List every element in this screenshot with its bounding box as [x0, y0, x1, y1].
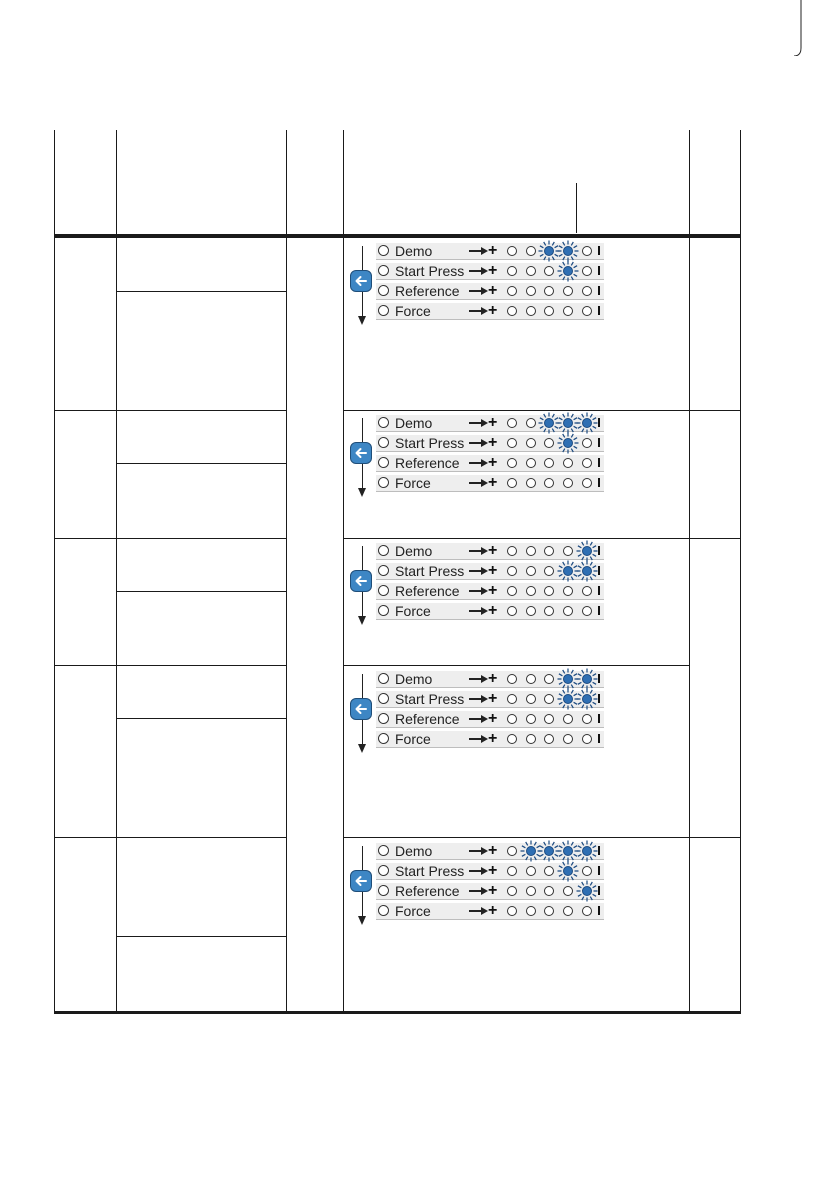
row-divider — [376, 619, 604, 620]
menu-row[interactable] — [376, 842, 606, 860]
menu-row[interactable] — [376, 414, 606, 432]
menu-row[interactable] — [376, 582, 606, 600]
led-on — [563, 438, 573, 448]
menu-row[interactable] — [376, 690, 606, 708]
radio-button[interactable] — [378, 885, 389, 896]
radio-button[interactable] — [378, 245, 389, 256]
menu-row[interactable] — [376, 262, 606, 280]
pointer-arrow-icon — [481, 867, 488, 875]
led-off — [563, 306, 573, 316]
radio-button[interactable] — [378, 733, 389, 744]
plus-icon: + — [488, 690, 498, 707]
row-separator — [54, 538, 287, 539]
led-off — [563, 714, 573, 724]
led-off — [507, 734, 517, 744]
back-button[interactable] — [350, 698, 372, 720]
led-on — [582, 566, 592, 576]
radio-button[interactable] — [378, 605, 389, 616]
led-off — [507, 246, 517, 256]
led-off — [526, 586, 536, 596]
pointer-arrow-icon — [481, 607, 488, 615]
row-label: Start Press — [395, 691, 465, 707]
col-line-5 — [689, 130, 690, 1014]
plus-icon: + — [488, 862, 498, 879]
minus-icon — [598, 458, 600, 467]
row-divider — [376, 319, 604, 320]
plus-icon: + — [488, 434, 498, 451]
led-off — [544, 606, 554, 616]
minus-icon — [598, 266, 600, 275]
minus-icon — [598, 286, 600, 295]
led-on — [563, 266, 573, 276]
led-off — [507, 266, 517, 276]
plus-icon: + — [488, 670, 498, 687]
radio-button[interactable] — [378, 305, 389, 316]
minus-icon — [598, 246, 600, 255]
led-off — [526, 734, 536, 744]
menu-row[interactable] — [376, 242, 606, 260]
subrow-separator — [116, 463, 287, 464]
radio-button[interactable] — [378, 565, 389, 576]
minus-icon — [598, 418, 600, 427]
radio-button[interactable] — [378, 845, 389, 856]
led-off — [582, 906, 592, 916]
led-off — [544, 866, 554, 876]
plus-icon: + — [488, 842, 498, 859]
led-on — [582, 846, 592, 856]
led-off — [526, 606, 536, 616]
led-off — [526, 306, 536, 316]
led-off — [507, 714, 517, 724]
plus-icon: + — [488, 414, 498, 431]
row-label: Demo — [395, 243, 433, 259]
led-off — [563, 606, 573, 616]
led-off — [582, 438, 592, 448]
plus-icon: + — [488, 882, 498, 899]
pointer-arrow-icon — [481, 439, 488, 447]
radio-button[interactable] — [378, 477, 389, 488]
pointer-arrow-icon — [481, 419, 488, 427]
row-label: Reference — [395, 583, 460, 599]
led-off — [507, 866, 517, 876]
plus-icon: + — [488, 454, 498, 471]
minus-icon — [598, 566, 600, 575]
led-panel — [346, 242, 596, 324]
radio-button[interactable] — [378, 545, 389, 556]
radio-button[interactable] — [378, 673, 389, 684]
plus-icon: + — [488, 282, 498, 299]
plus-icon: + — [488, 730, 498, 747]
plus-icon: + — [488, 242, 498, 259]
led-on — [544, 418, 554, 428]
led-off — [544, 886, 554, 896]
led-panel — [346, 414, 596, 496]
plus-icon: + — [488, 262, 498, 279]
menu-row[interactable] — [376, 710, 606, 728]
pointer-arrow-icon — [481, 847, 488, 855]
led-off — [507, 906, 517, 916]
led-off — [526, 458, 536, 468]
plus-icon: + — [488, 602, 498, 619]
row-label: Demo — [395, 415, 433, 431]
down-arrow-icon — [358, 616, 366, 625]
led-off — [582, 306, 592, 316]
minus-icon — [598, 478, 600, 487]
led-off — [582, 266, 592, 276]
led-off — [544, 438, 554, 448]
minus-icon — [598, 866, 600, 875]
menu-row[interactable] — [376, 434, 606, 452]
menu-row[interactable] — [376, 282, 606, 300]
led-on — [563, 846, 573, 856]
led-off — [507, 846, 517, 856]
led-off — [507, 694, 517, 704]
minus-icon — [598, 906, 600, 915]
led-off — [544, 906, 554, 916]
led-off — [544, 458, 554, 468]
led-on — [582, 674, 592, 684]
row-separator — [343, 665, 690, 666]
led-off — [507, 546, 517, 556]
pointer-arrow-icon — [481, 547, 488, 555]
minus-icon — [598, 734, 600, 743]
led-off — [563, 886, 573, 896]
led-off — [526, 694, 536, 704]
led-off — [544, 694, 554, 704]
plus-icon: + — [488, 542, 498, 559]
row-label: Reference — [395, 711, 460, 727]
led-off — [526, 478, 536, 488]
row-label: Start Press — [395, 563, 465, 579]
menu-row[interactable] — [376, 730, 606, 748]
row-separator — [343, 410, 741, 411]
minus-icon — [598, 606, 600, 615]
led-off — [507, 306, 517, 316]
led-off — [526, 714, 536, 724]
menu-row[interactable] — [376, 602, 606, 620]
led-off — [526, 546, 536, 556]
led-on — [563, 418, 573, 428]
row-label: Start Press — [395, 435, 465, 451]
led-panel — [346, 542, 596, 624]
radio-button[interactable] — [378, 585, 389, 596]
led-on — [582, 694, 592, 704]
radio-button[interactable] — [378, 265, 389, 276]
plus-icon: + — [488, 902, 498, 919]
pointer-arrow-icon — [481, 287, 488, 295]
row-separator — [54, 837, 287, 838]
led-off — [526, 438, 536, 448]
led-off — [526, 566, 536, 576]
row-separator — [343, 837, 741, 838]
led-off — [563, 586, 573, 596]
menu-row[interactable] — [376, 542, 606, 560]
led-off — [544, 286, 554, 296]
led-off — [507, 886, 517, 896]
row-divider — [376, 727, 604, 728]
led-off — [544, 546, 554, 556]
led-off — [544, 566, 554, 576]
row-label: Reference — [395, 883, 460, 899]
plus-icon: + — [488, 474, 498, 491]
pointer-arrow-icon — [481, 907, 488, 915]
row-divider — [376, 471, 604, 472]
pointer-arrow-icon — [481, 267, 488, 275]
led-off — [507, 478, 517, 488]
row-separator — [343, 538, 741, 539]
led-on — [544, 846, 554, 856]
row-divider — [376, 899, 604, 900]
row-divider — [376, 747, 604, 748]
led-on — [582, 418, 592, 428]
led-off — [507, 458, 517, 468]
led-off — [544, 306, 554, 316]
plus-icon: + — [488, 562, 498, 579]
menu-row[interactable] — [376, 474, 606, 492]
led-off — [582, 714, 592, 724]
radio-button[interactable] — [378, 693, 389, 704]
led-on — [526, 846, 536, 856]
radio-button[interactable] — [378, 905, 389, 916]
plus-icon: + — [488, 710, 498, 727]
row-label: Force — [395, 903, 431, 919]
led-off — [526, 266, 536, 276]
menu-row[interactable] — [376, 670, 606, 688]
row-label: Force — [395, 303, 431, 319]
radio-button[interactable] — [378, 865, 389, 876]
led-on — [563, 674, 573, 684]
minus-icon — [598, 846, 600, 855]
radio-button[interactable] — [378, 437, 389, 448]
led-off — [563, 546, 573, 556]
col-line-4 — [343, 130, 344, 1014]
led-on — [563, 246, 573, 256]
back-button[interactable] — [350, 570, 372, 592]
led-off — [507, 586, 517, 596]
row-divider — [376, 299, 604, 300]
led-off — [526, 866, 536, 876]
led-off — [544, 586, 554, 596]
pointer-arrow-icon — [481, 735, 488, 743]
back-button[interactable] — [350, 270, 372, 292]
pointer-arrow-icon — [481, 567, 488, 575]
row-divider — [376, 599, 604, 600]
led-off — [582, 586, 592, 596]
row-label: Force — [395, 731, 431, 747]
led-off — [582, 866, 592, 876]
led-off — [563, 458, 573, 468]
led-off — [526, 906, 536, 916]
header-sub-divider — [576, 183, 577, 233]
led-off — [582, 246, 592, 256]
minus-icon — [598, 886, 600, 895]
minus-icon — [598, 694, 600, 703]
row-label: Force — [395, 475, 431, 491]
subrow-separator — [116, 718, 287, 719]
plus-icon: + — [488, 302, 498, 319]
pointer-arrow-icon — [481, 887, 488, 895]
row-divider — [376, 919, 604, 920]
minus-icon — [598, 674, 600, 683]
table-bottom-rule — [54, 1011, 741, 1014]
led-panel — [346, 670, 596, 752]
row-label: Demo — [395, 671, 433, 687]
crop-mark — [794, 0, 802, 56]
minus-icon — [598, 714, 600, 723]
row-label: Reference — [395, 455, 460, 471]
plus-icon: + — [488, 582, 498, 599]
minus-icon — [598, 546, 600, 555]
led-off — [582, 734, 592, 744]
back-button[interactable] — [350, 870, 372, 892]
row-label: Demo — [395, 543, 433, 559]
radio-button[interactable] — [378, 417, 389, 428]
subrow-separator — [116, 591, 287, 592]
led-off — [544, 674, 554, 684]
led-off — [507, 566, 517, 576]
led-off — [526, 246, 536, 256]
back-button[interactable] — [350, 442, 372, 464]
subrow-separator — [116, 291, 287, 292]
led-off — [563, 906, 573, 916]
row-label: Start Press — [395, 863, 465, 879]
down-arrow-icon — [358, 744, 366, 753]
led-off — [526, 886, 536, 896]
led-on — [563, 566, 573, 576]
minus-icon — [598, 586, 600, 595]
row-separator — [54, 410, 287, 411]
led-off — [526, 286, 536, 296]
led-on — [563, 866, 573, 876]
led-off — [544, 734, 554, 744]
led-off — [507, 438, 517, 448]
led-off — [563, 478, 573, 488]
led-on — [563, 694, 573, 704]
led-off — [507, 606, 517, 616]
menu-row[interactable] — [376, 862, 606, 880]
pointer-arrow-icon — [481, 587, 488, 595]
menu-row[interactable] — [376, 562, 606, 580]
led-off — [526, 674, 536, 684]
minus-icon — [598, 306, 600, 315]
row-label: Demo — [395, 843, 433, 859]
menu-row[interactable] — [376, 902, 606, 920]
radio-button[interactable] — [378, 713, 389, 724]
col-line-1 — [54, 130, 55, 1014]
down-arrow-icon — [358, 316, 366, 325]
led-off — [544, 266, 554, 276]
led-off — [544, 714, 554, 724]
led-on — [544, 246, 554, 256]
led-off — [582, 286, 592, 296]
led-off — [507, 418, 517, 428]
led-off — [507, 674, 517, 684]
pointer-arrow-icon — [481, 307, 488, 315]
led-off — [544, 478, 554, 488]
row-label: Start Press — [395, 263, 465, 279]
led-on — [582, 546, 592, 556]
row-label: Force — [395, 603, 431, 619]
led-off — [563, 286, 573, 296]
pointer-arrow-icon — [481, 459, 488, 467]
down-arrow-icon — [358, 916, 366, 925]
header-bottom-rule — [54, 234, 741, 238]
row-separator — [54, 665, 287, 666]
radio-button[interactable] — [378, 285, 389, 296]
led-off — [582, 478, 592, 488]
led-off — [526, 418, 536, 428]
led-off — [563, 734, 573, 744]
radio-button[interactable] — [378, 457, 389, 468]
pointer-arrow-icon — [481, 715, 488, 723]
row-label: Reference — [395, 283, 460, 299]
menu-row[interactable] — [376, 454, 606, 472]
led-panel — [346, 842, 596, 924]
pointer-arrow-icon — [481, 479, 488, 487]
menu-row[interactable] — [376, 882, 606, 900]
menu-row[interactable] — [376, 302, 606, 320]
pointer-arrow-icon — [481, 247, 488, 255]
pointer-arrow-icon — [481, 675, 488, 683]
led-off — [582, 458, 592, 468]
led-off — [507, 286, 517, 296]
row-divider — [376, 491, 604, 492]
led-on — [582, 886, 592, 896]
subrow-separator — [116, 936, 287, 937]
minus-icon — [598, 438, 600, 447]
down-arrow-icon — [358, 488, 366, 497]
col-line-3 — [286, 130, 287, 1014]
led-off — [582, 606, 592, 616]
pointer-arrow-icon — [481, 695, 488, 703]
col-line-2 — [116, 130, 117, 1014]
col-line-6 — [740, 130, 741, 1014]
